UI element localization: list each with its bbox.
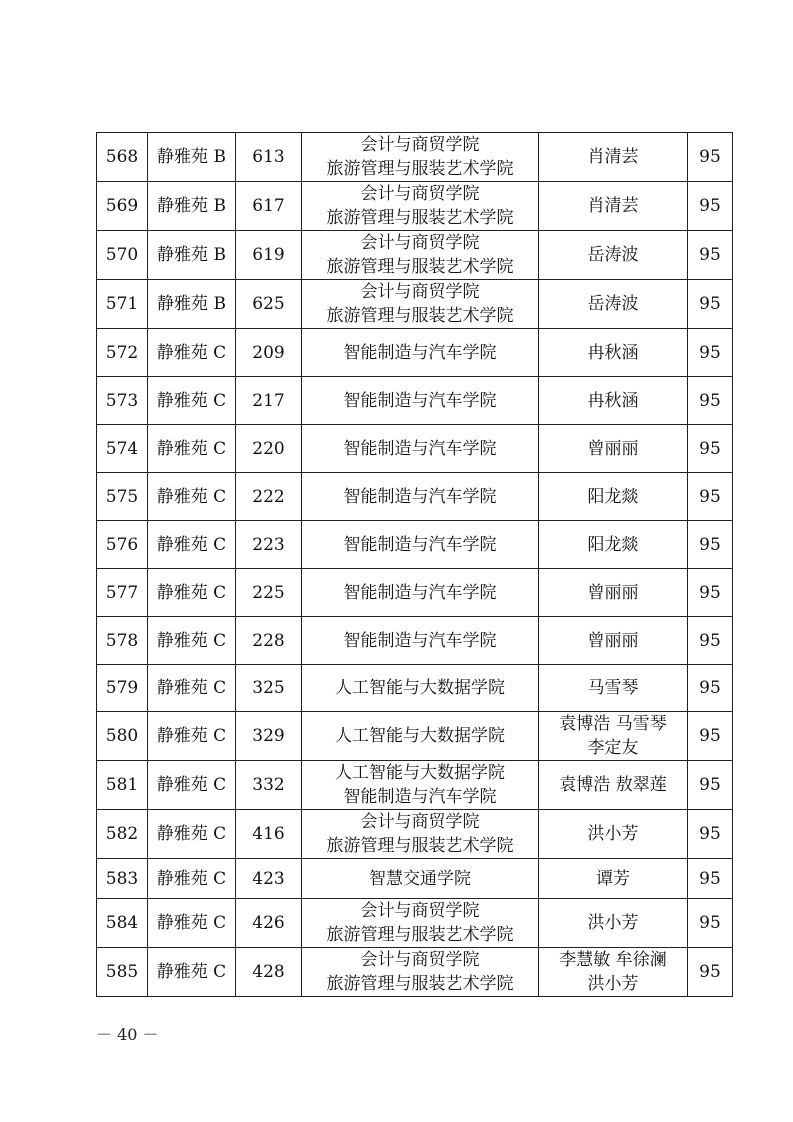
- table-row: [97, 280, 733, 329]
- score-cell: 95: [688, 761, 733, 810]
- score-cell: 95: [688, 377, 733, 425]
- table-row: [97, 182, 733, 231]
- staff-line: 冉秋涵: [587, 342, 639, 363]
- room-cell: 617: [236, 182, 302, 231]
- staff-cell: [539, 182, 688, 231]
- row-number-cell: 573: [97, 377, 148, 425]
- staff-line: 谭芳: [596, 868, 630, 889]
- building-cell: 静雅苑 B: [148, 182, 236, 231]
- row-number-cell: 571: [97, 280, 148, 329]
- building-cell: 静雅苑 C: [148, 425, 236, 473]
- room-cell: 222: [236, 473, 302, 521]
- college-cell: [302, 473, 539, 521]
- college-line: 智能制造与汽车学院: [343, 787, 497, 807]
- staff-cell: [539, 231, 688, 280]
- score-cell: 95: [688, 665, 733, 712]
- college-line: 旅游管理与服装艺术学院: [326, 208, 514, 228]
- college-cell: [302, 665, 539, 712]
- building-cell: 静雅苑 C: [148, 899, 236, 948]
- room-cell: 217: [236, 377, 302, 425]
- staff-cell: [539, 899, 688, 948]
- room-cell: 228: [236, 617, 302, 665]
- row-number-cell: 577: [97, 569, 148, 617]
- college-line: 智能制造与汽车学院: [343, 390, 497, 411]
- staff-cell: [539, 810, 688, 859]
- college-cell: [302, 859, 539, 899]
- building-cell: 静雅苑 B: [148, 280, 236, 329]
- dormitory-inspection-table: [96, 132, 733, 997]
- row-number-cell: 580: [97, 712, 148, 761]
- staff-line: 洪小芳: [587, 913, 639, 933]
- college-cell: [302, 948, 539, 997]
- college-cell: [302, 810, 539, 859]
- score-cell: 95: [688, 617, 733, 665]
- college-line: 旅游管理与服装艺术学院: [326, 925, 514, 945]
- score-cell: 95: [688, 280, 733, 329]
- college-cell: [302, 329, 539, 377]
- staff-line: 曾丽丽: [587, 438, 639, 459]
- college-cell: [302, 617, 539, 665]
- staff-line: 李慧敏 牟徐澜: [559, 950, 667, 970]
- row-number-cell: 574: [97, 425, 148, 473]
- page-number: － 40 －: [96, 1025, 159, 1044]
- score-cell: 95: [688, 712, 733, 761]
- building-cell: 静雅苑 C: [148, 569, 236, 617]
- score-cell: 95: [688, 899, 733, 948]
- staff-line: 阳龙燚: [587, 534, 639, 555]
- building-cell: 静雅苑 C: [148, 377, 236, 425]
- row-number-cell: 575: [97, 473, 148, 521]
- row-number-cell: 568: [97, 133, 148, 182]
- row-number-cell: 576: [97, 521, 148, 569]
- college-cell: [302, 280, 539, 329]
- college-line: 会计与商贸学院: [360, 901, 480, 921]
- college-line: 会计与商贸学院: [360, 950, 480, 970]
- table-row: [97, 473, 733, 521]
- table-row: [97, 665, 733, 712]
- room-cell: 223: [236, 521, 302, 569]
- building-cell: 静雅苑 C: [148, 761, 236, 810]
- staff-cell: [539, 473, 688, 521]
- staff-cell: [539, 133, 688, 182]
- college-line: 智能制造与汽车学院: [343, 582, 497, 603]
- staff-line: 肖清芸: [587, 147, 639, 167]
- college-cell: [302, 425, 539, 473]
- row-number-cell: 583: [97, 859, 148, 899]
- staff-cell: [539, 569, 688, 617]
- table-body: [97, 133, 733, 997]
- staff-line: 岳涛波: [587, 294, 639, 314]
- room-cell: 329: [236, 712, 302, 761]
- staff-line: 洪小芳: [587, 974, 639, 994]
- staff-cell: [539, 425, 688, 473]
- room-cell: 416: [236, 810, 302, 859]
- row-number-cell: 579: [97, 665, 148, 712]
- staff-line: 洪小芳: [587, 824, 639, 844]
- staff-line: 马雪琴: [587, 678, 639, 698]
- table-row: [97, 133, 733, 182]
- building-cell: 静雅苑 C: [148, 712, 236, 761]
- building-cell: 静雅苑 C: [148, 948, 236, 997]
- table-row: [97, 521, 733, 569]
- table-row: [97, 948, 733, 997]
- table-row: [97, 617, 733, 665]
- college-line: 旅游管理与服装艺术学院: [326, 974, 514, 994]
- college-cell: [302, 899, 539, 948]
- room-cell: 613: [236, 133, 302, 182]
- score-cell: 95: [688, 948, 733, 997]
- college-line: 会计与商贸学院: [360, 184, 480, 204]
- table-row: [97, 425, 733, 473]
- table-row: [97, 231, 733, 280]
- building-cell: 静雅苑 C: [148, 810, 236, 859]
- row-number-cell: 572: [97, 329, 148, 377]
- college-line: 人工智能与大数据学院: [335, 763, 505, 783]
- score-cell: 95: [688, 133, 733, 182]
- staff-line: 曾丽丽: [587, 582, 639, 603]
- staff-line: 冉秋涵: [587, 390, 639, 411]
- row-number-cell: 582: [97, 810, 148, 859]
- staff-line: 袁博浩 马雪琴: [559, 714, 667, 734]
- table-row: [97, 761, 733, 810]
- room-cell: 625: [236, 280, 302, 329]
- college-cell: [302, 521, 539, 569]
- score-cell: 95: [688, 569, 733, 617]
- staff-cell: [539, 948, 688, 997]
- building-cell: 静雅苑 B: [148, 133, 236, 182]
- table-row: [97, 569, 733, 617]
- row-number-cell: 581: [97, 761, 148, 810]
- building-cell: 静雅苑 C: [148, 859, 236, 899]
- college-line: 智能制造与汽车学院: [343, 342, 497, 363]
- staff-cell: [539, 329, 688, 377]
- staff-line: 袁博浩 敖翠莲: [559, 775, 667, 795]
- college-line: 会计与商贸学院: [360, 135, 480, 155]
- college-cell: [302, 231, 539, 280]
- college-line: 旅游管理与服装艺术学院: [326, 159, 514, 179]
- staff-cell: [539, 617, 688, 665]
- building-cell: 静雅苑 B: [148, 231, 236, 280]
- score-cell: 95: [688, 810, 733, 859]
- room-cell: 619: [236, 231, 302, 280]
- staff-line: 阳龙燚: [587, 486, 639, 507]
- room-cell: 426: [236, 899, 302, 948]
- table-row: [97, 810, 733, 859]
- table-row: [97, 899, 733, 948]
- table-row: [97, 859, 733, 899]
- staff-line: 肖清芸: [587, 196, 639, 216]
- college-line: 人工智能与大数据学院: [335, 678, 505, 698]
- score-cell: 95: [688, 231, 733, 280]
- table-row: [97, 329, 733, 377]
- score-cell: 95: [688, 182, 733, 231]
- college-line: 人工智能与大数据学院: [335, 726, 505, 746]
- staff-cell: [539, 521, 688, 569]
- staff-cell: [539, 280, 688, 329]
- building-cell: 静雅苑 C: [148, 665, 236, 712]
- college-line: 智能制造与汽车学院: [343, 486, 497, 507]
- college-line: 旅游管理与服装艺术学院: [326, 306, 514, 326]
- staff-cell: [539, 665, 688, 712]
- college-line: 智能制造与汽车学院: [343, 534, 497, 555]
- table-row: [97, 377, 733, 425]
- staff-line: 李定友: [587, 738, 639, 758]
- room-cell: 332: [236, 761, 302, 810]
- college-line: 智慧交通学院: [369, 868, 471, 889]
- room-cell: 225: [236, 569, 302, 617]
- building-cell: 静雅苑 C: [148, 473, 236, 521]
- staff-line: 曾丽丽: [587, 630, 639, 651]
- room-cell: 423: [236, 859, 302, 899]
- room-cell: 220: [236, 425, 302, 473]
- staff-line: 岳涛波: [587, 245, 639, 265]
- staff-cell: [539, 712, 688, 761]
- college-cell: [302, 761, 539, 810]
- score-cell: 95: [688, 859, 733, 899]
- building-cell: 静雅苑 C: [148, 329, 236, 377]
- college-line: 智能制造与汽车学院: [343, 438, 497, 459]
- college-line: 会计与商贸学院: [360, 282, 480, 302]
- college-line: 旅游管理与服装艺术学院: [326, 257, 514, 277]
- row-number-cell: 585: [97, 948, 148, 997]
- score-cell: 95: [688, 425, 733, 473]
- college-cell: [302, 182, 539, 231]
- row-number-cell: 584: [97, 899, 148, 948]
- building-cell: 静雅苑 C: [148, 617, 236, 665]
- college-line: 智能制造与汽车学院: [343, 630, 497, 651]
- room-cell: 209: [236, 329, 302, 377]
- college-line: 会计与商贸学院: [360, 812, 480, 832]
- row-number-cell: 570: [97, 231, 148, 280]
- room-cell: 428: [236, 948, 302, 997]
- row-number-cell: 578: [97, 617, 148, 665]
- score-cell: 95: [688, 473, 733, 521]
- score-cell: 95: [688, 329, 733, 377]
- score-cell: 95: [688, 521, 733, 569]
- college-cell: [302, 712, 539, 761]
- row-number-cell: 569: [97, 182, 148, 231]
- college-line: 旅游管理与服装艺术学院: [326, 836, 514, 856]
- table-row: [97, 712, 733, 761]
- college-cell: [302, 133, 539, 182]
- college-cell: [302, 377, 539, 425]
- staff-cell: [539, 761, 688, 810]
- building-cell: 静雅苑 C: [148, 521, 236, 569]
- room-cell: 325: [236, 665, 302, 712]
- college-cell: [302, 569, 539, 617]
- staff-cell: [539, 377, 688, 425]
- staff-cell: [539, 859, 688, 899]
- college-line: 会计与商贸学院: [360, 233, 480, 253]
